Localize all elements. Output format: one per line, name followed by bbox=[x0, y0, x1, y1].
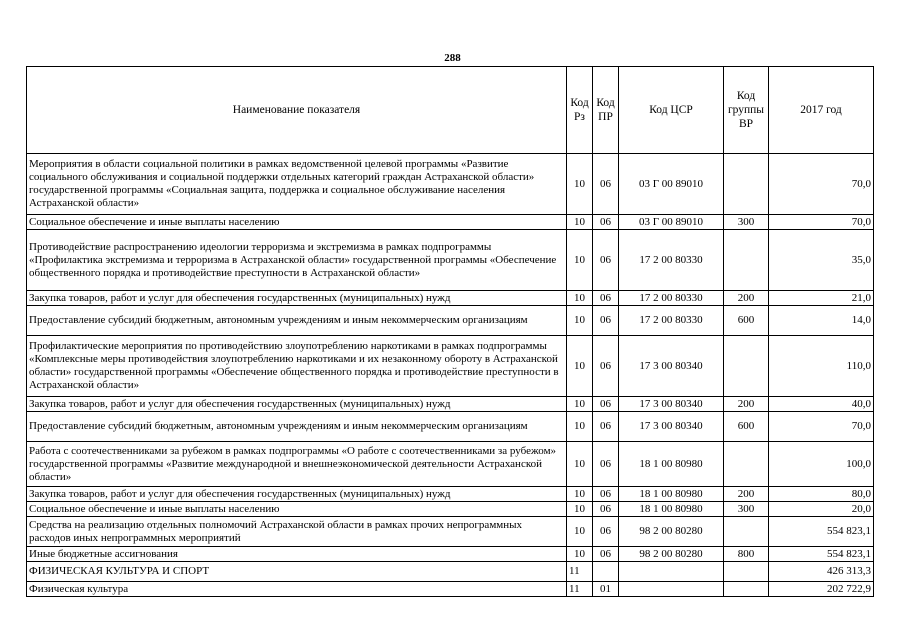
row-pr: 06 bbox=[593, 336, 619, 397]
row-name: Социальное обеспечение и иные выплаты населению bbox=[27, 215, 567, 230]
row-value: 80,0 bbox=[769, 487, 874, 502]
row-csr: 98 2 00 80280 bbox=[619, 517, 724, 547]
row-vr bbox=[724, 154, 769, 215]
header-name: Наименование показателя bbox=[27, 67, 567, 154]
table-row bbox=[27, 502, 874, 517]
row-value: 100,0 bbox=[769, 442, 874, 487]
row-rz: 11 bbox=[567, 562, 593, 582]
row-csr: 17 2 00 80330 bbox=[619, 230, 724, 291]
row-rz: 10 bbox=[567, 442, 593, 487]
row-csr: 17 3 00 80340 bbox=[619, 397, 724, 412]
row-vr: 200 bbox=[724, 487, 769, 502]
row-pr bbox=[593, 562, 619, 582]
row-pr: 06 bbox=[593, 487, 619, 502]
row-pr: 06 bbox=[593, 517, 619, 547]
row-value: 202 722,9 bbox=[769, 582, 874, 597]
page-number: 288 bbox=[444, 52, 461, 64]
row-pr: 01 bbox=[593, 582, 619, 597]
row-rz: 10 bbox=[567, 502, 593, 517]
row-csr: 18 1 00 80980 bbox=[619, 442, 724, 487]
row-name: Физическая культура bbox=[27, 582, 567, 597]
row-vr bbox=[724, 442, 769, 487]
row-csr: 98 2 00 80280 bbox=[619, 547, 724, 562]
table-row bbox=[27, 412, 874, 442]
row-rz: 10 bbox=[567, 336, 593, 397]
row-value: 70,0 bbox=[769, 154, 874, 215]
row-name: Закупка товаров, работ и услуг для обеспечения государственных (муниципальных) нужд bbox=[27, 487, 567, 502]
row-csr: 03 Г 00 89010 bbox=[619, 215, 724, 230]
row-rz: 10 bbox=[567, 412, 593, 442]
header-vr: Код группы ВР bbox=[724, 67, 769, 154]
row-pr: 06 bbox=[593, 412, 619, 442]
row-vr bbox=[724, 230, 769, 291]
row-vr: 300 bbox=[724, 502, 769, 517]
row-value: 70,0 bbox=[769, 215, 874, 230]
header-csr: Код ЦСР bbox=[619, 67, 724, 154]
row-vr: 200 bbox=[724, 397, 769, 412]
row-value: 14,0 bbox=[769, 306, 874, 336]
row-pr: 06 bbox=[593, 306, 619, 336]
row-csr bbox=[619, 582, 724, 597]
row-name: Средства на реализацию отдельных полномочий Астраханской области в рамках прочих непрограммных расходов иных непрограммных мероприятий bbox=[27, 517, 567, 547]
row-value: 426 313,3 bbox=[769, 562, 874, 582]
row-rz: 10 bbox=[567, 154, 593, 215]
budget-table bbox=[26, 66, 874, 597]
table-row bbox=[27, 582, 874, 597]
row-csr bbox=[619, 562, 724, 582]
row-vr bbox=[724, 562, 769, 582]
table-row bbox=[27, 397, 874, 412]
table-row bbox=[27, 562, 874, 582]
row-vr bbox=[724, 336, 769, 397]
row-name: Закупка товаров, работ и услуг для обеспечения государственных (муниципальных) нужд bbox=[27, 291, 567, 306]
row-csr: 17 3 00 80340 bbox=[619, 336, 724, 397]
row-pr: 06 bbox=[593, 397, 619, 412]
row-vr bbox=[724, 582, 769, 597]
table-row bbox=[27, 306, 874, 336]
row-csr: 18 1 00 80980 bbox=[619, 502, 724, 517]
row-value: 35,0 bbox=[769, 230, 874, 291]
row-rz: 10 bbox=[567, 291, 593, 306]
table-row bbox=[27, 154, 874, 215]
row-csr: 17 2 00 80330 bbox=[619, 306, 724, 336]
row-name: Социальное обеспечение и иные выплаты населению bbox=[27, 502, 567, 517]
row-pr: 06 bbox=[593, 154, 619, 215]
table-row bbox=[27, 442, 874, 487]
row-pr: 06 bbox=[593, 547, 619, 562]
table-row bbox=[27, 230, 874, 291]
row-vr: 600 bbox=[724, 306, 769, 336]
row-vr: 200 bbox=[724, 291, 769, 306]
row-rz: 10 bbox=[567, 487, 593, 502]
row-rz: 10 bbox=[567, 547, 593, 562]
row-csr: 17 2 00 80330 bbox=[619, 291, 724, 306]
row-value: 110,0 bbox=[769, 336, 874, 397]
table-row bbox=[27, 547, 874, 562]
row-pr: 06 bbox=[593, 215, 619, 230]
row-pr: 06 bbox=[593, 230, 619, 291]
row-csr: 18 1 00 80980 bbox=[619, 487, 724, 502]
row-csr: 03 Г 00 89010 bbox=[619, 154, 724, 215]
row-value: 554 823,1 bbox=[769, 547, 874, 562]
row-value: 70,0 bbox=[769, 412, 874, 442]
row-name: Противодействие распространению идеологии терроризма и экстремизма в рамках подпрограммы «Профилактика экстремизма и терроризма в Астраханской области» государственной программы «Обеспечение общественного порядка и противодействие преступности в Астраханской области» bbox=[27, 230, 567, 291]
header-year: 2017 год bbox=[769, 67, 874, 154]
row-value: 21,0 bbox=[769, 291, 874, 306]
row-rz: 10 bbox=[567, 517, 593, 547]
row-vr: 300 bbox=[724, 215, 769, 230]
row-name: Закупка товаров, работ и услуг для обеспечения государственных (муниципальных) нужд bbox=[27, 397, 567, 412]
row-vr: 800 bbox=[724, 547, 769, 562]
table-header-row bbox=[27, 67, 874, 154]
header-rz: Код Рз bbox=[567, 67, 593, 154]
row-pr: 06 bbox=[593, 502, 619, 517]
table-row bbox=[27, 487, 874, 502]
row-name: Работа с соотечественниками за рубежом в рамках подпрограммы «О работе с соотечественниками за рубежом» государственной программы «Развитие международной и внешнеэкономической деятельности Астраханской области» bbox=[27, 442, 567, 487]
row-value: 554 823,1 bbox=[769, 517, 874, 547]
table-row bbox=[27, 215, 874, 230]
table-row bbox=[27, 517, 874, 547]
row-value: 40,0 bbox=[769, 397, 874, 412]
row-pr: 06 bbox=[593, 291, 619, 306]
row-name: Иные бюджетные ассигнования bbox=[27, 547, 567, 562]
header-pr: Код ПР bbox=[593, 67, 619, 154]
row-name: ФИЗИЧЕСКАЯ КУЛЬТУРА И СПОРТ bbox=[27, 562, 567, 582]
table-row bbox=[27, 291, 874, 306]
row-vr: 600 bbox=[724, 412, 769, 442]
row-csr: 17 3 00 80340 bbox=[619, 412, 724, 442]
row-rz: 10 bbox=[567, 397, 593, 412]
table-row bbox=[27, 336, 874, 397]
row-name: Мероприятия в области социальной политики в рамках ведомственной целевой программы «Развитие социального обслуживания и социальной поддержки отдельных категорий граждан Астраханской области» государственной программы «Социальная защита, поддержка и социальное обслуживание населения Астраханской области» bbox=[27, 154, 567, 215]
row-pr: 06 bbox=[593, 442, 619, 487]
row-name: Профилактические мероприятия по противодействию злоупотреблению наркотиками в рамках подпрограммы «Комплексные меры противодействия злоупотреблению наркотиками и их незаконному обороту в Астраханской области» государственной программы «Обеспечение общественного порядка и противодействие преступности в Астраханской области» bbox=[27, 336, 567, 397]
row-vr bbox=[724, 517, 769, 547]
row-rz: 10 bbox=[567, 306, 593, 336]
row-value: 20,0 bbox=[769, 502, 874, 517]
row-rz: 11 bbox=[567, 582, 593, 597]
row-rz: 10 bbox=[567, 230, 593, 291]
row-rz: 10 bbox=[567, 215, 593, 230]
row-name: Предоставление субсидий бюджетным, автономным учреждениям и иным некоммерческим организациям bbox=[27, 306, 567, 336]
row-name: Предоставление субсидий бюджетным, автономным учреждениям и иным некоммерческим организациям bbox=[27, 412, 567, 442]
